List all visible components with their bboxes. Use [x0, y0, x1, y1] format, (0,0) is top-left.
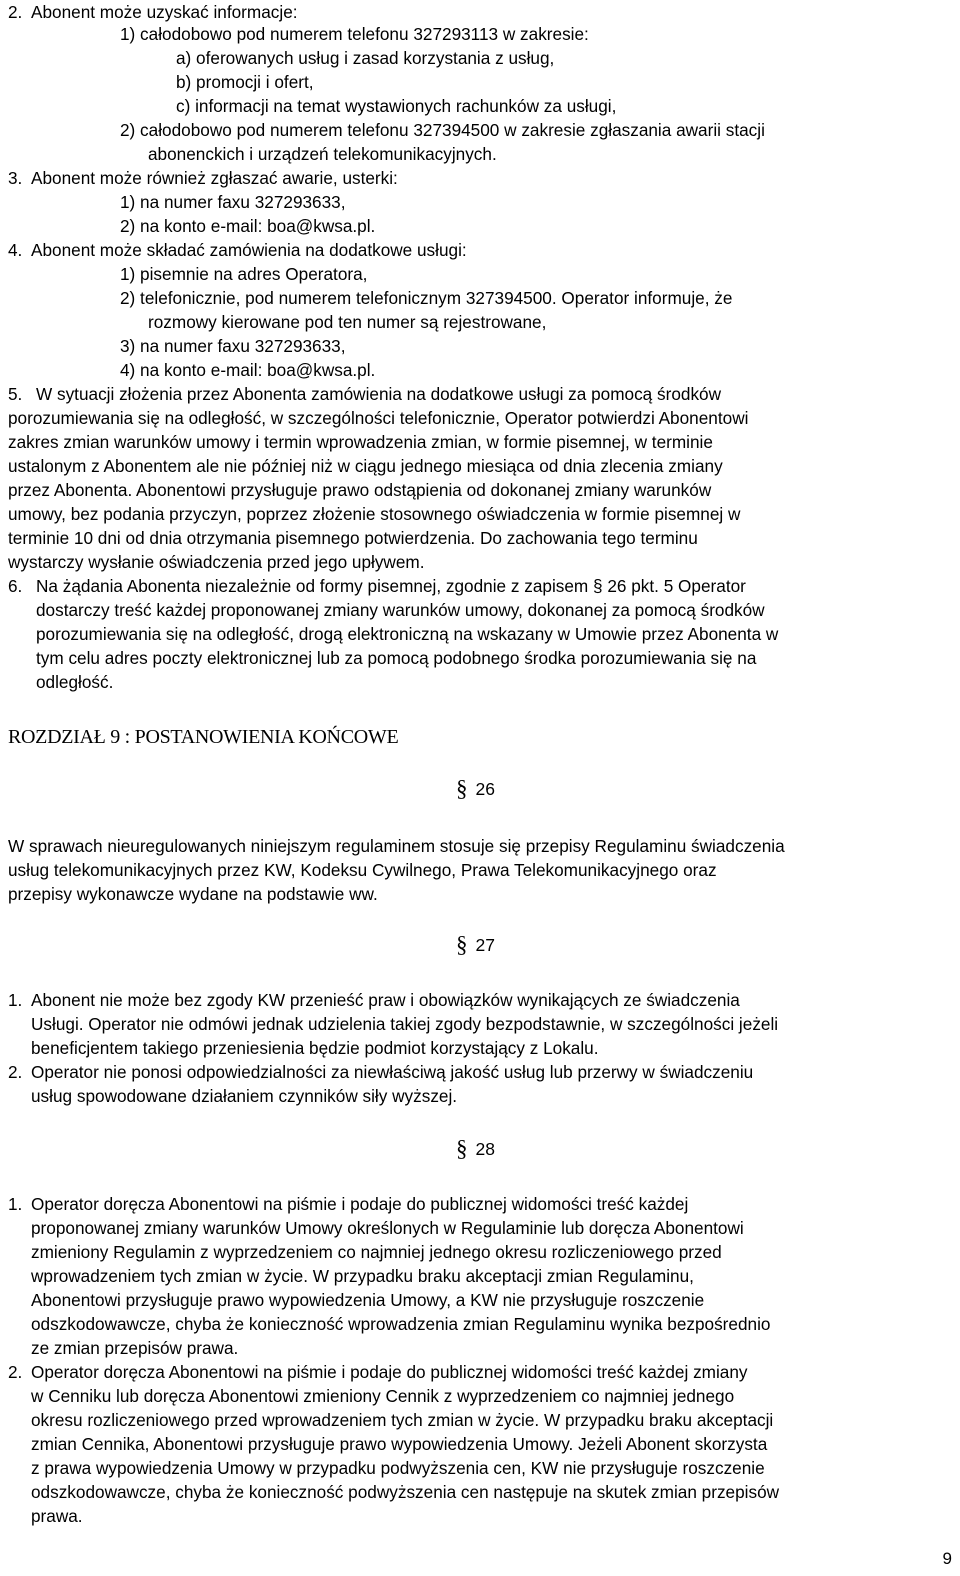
- list-item: 4) na konto e-mail: boa@kwsa.pl.: [120, 360, 376, 380]
- paragraph-line: W sprawach nieuregulowanych niniejszym regulaminem stosuje się przepisy Regulaminu świadczenia: [8, 836, 785, 856]
- list-subitem: c) informacji na temat wystawionych rachunków za usługi,: [176, 96, 617, 116]
- list-subitem: b) promocji i ofert,: [176, 72, 314, 92]
- paragraph-line: dostarczy treść każdej proponowanej zmiany warunków umowy, dokonanej za pomocą środków: [36, 600, 765, 620]
- paragraph-line: odszkodowawcze, chyba że konieczność wprowadzenia zmian Regulaminu wynika bezpośrednio: [31, 1314, 771, 1334]
- paragraph-line: terminie 10 dni od dnia otrzymania pisemnego potwierdzenia. Do zachowania tego terminu: [8, 528, 698, 548]
- item-number: 5.: [8, 384, 23, 404]
- list-item: 1) pisemnie na adres Operatora,: [120, 264, 368, 284]
- section-sign-icon: §: [456, 1136, 468, 1161]
- paragraph-line: tym celu adres poczty elektronicznej lub za pomocą podobnego środka porozumiewania się na: [36, 648, 757, 668]
- paragraph-line: odszkodowawcze, chyba że konieczność podwyższenia cen następuje na skutek zmian przepisów: [31, 1482, 780, 1502]
- paragraph-line: W sytuacji złożenia przez Abonenta zamówienia na dodatkowe usługi za pomocą środków: [36, 384, 722, 404]
- section-sign-icon: §: [456, 776, 468, 801]
- paragraph-line: okresu rozliczeniowego przed wprowadzeniem tych zmian w życie. W przypadku braku akceptacji: [31, 1410, 774, 1430]
- paragraph-line: ustalonym z Abonentem ale nie później niż w ciągu jednego miesiąca od dnia zlecenia zmiany: [8, 456, 723, 476]
- paragraph-line: wprowadzeniem tych zmian w życie. W przypadku braku akceptacji zmian Regulaminu,: [31, 1266, 694, 1286]
- item-number: 3.: [8, 168, 23, 188]
- item-number: 2.: [8, 1362, 23, 1382]
- chapter-heading: ROZDZIAŁ 9 : POSTANOWIENIA KOŃCOWE: [8, 726, 399, 748]
- list-subitem: a) oferowanych usług i zasad korzystania z usług,: [176, 48, 555, 68]
- paragraph-line: ze zmian przepisów prawa.: [31, 1338, 239, 1358]
- list-item: 1) na numer faxu 327293633,: [120, 192, 346, 212]
- paragraph-27-heading: [456, 932, 495, 958]
- paragraph-line: Abonentowi przysługuje prawo wypowiedzenia Umowy, a KW nie przysługuje roszczenie: [31, 1290, 705, 1310]
- item-number: 4.: [8, 240, 23, 260]
- paragraph-line: wystarczy wysłanie oświadczenia przed jego upływem.: [8, 552, 425, 572]
- paragraph-line: umowy, bez podania przyczyn, poprzez złożenie stosownego oświadczenia w formie pisemnej w: [8, 504, 741, 524]
- paragraph-line: Na żądania Abonenta niezależnie od formy pisemnej, zgodnie z zapisem § 26 pkt. 5 Operator: [36, 576, 746, 596]
- paragraph-line: w Cenniku lub doręcza Abonentowi zmieniony Cennik z wyprzedzeniem co najmniej jednego: [31, 1386, 735, 1406]
- paragraph-line: Operator nie ponosi odpowiedzialności za niewłaściwą jakość usług lub przerwy w świadczeniu: [31, 1062, 754, 1082]
- paragraph-line: odległość.: [36, 672, 114, 692]
- paragraph-number: 26: [475, 779, 495, 799]
- paragraph-number: 27: [475, 935, 495, 955]
- list-item: 2) całodobowo pod numerem telefonu 327394500 w zakresie zgłaszania awarii stacji: [120, 120, 765, 140]
- paragraph-line: beneficjentem takiego przeniesienia będzie podmiot korzystający z Lokalu.: [31, 1038, 599, 1058]
- list-item: 2) na konto e-mail: boa@kwsa.pl.: [120, 216, 376, 236]
- list-item-continued: abonenckich i urządzeń telekomunikacyjnych.: [148, 144, 497, 164]
- paragraph-line: Usługi. Operator nie odmówi jednak udzielenia takiej zgody bezpodstawnie, w szczególności jeżeli: [31, 1014, 779, 1034]
- paragraph-number: 28: [475, 1139, 495, 1159]
- paragraph-line: proponowanej zmiany warunków Umowy określonych w Regulaminie lub doręcza Abonentowi: [31, 1218, 744, 1238]
- section-sign-icon: §: [456, 932, 468, 957]
- paragraph-line: przez Abonenta. Abonentowi przysługuje prawo odstąpienia od dokonanej zmiany warunków: [8, 480, 712, 500]
- paragraph-line: Operator doręcza Abonentowi na piśmie i podaje do publicznej widomości treść każdej zmiany: [31, 1362, 748, 1382]
- paragraph-line: Abonent nie może bez zgody KW przenieść praw i obowiązków wynikających ze świadczenia: [31, 990, 740, 1010]
- section-intro: Abonent może składać zamówienia na dodatkowe usługi:: [31, 240, 467, 260]
- item-number: 1.: [8, 1194, 23, 1214]
- page-number: 9: [942, 1549, 952, 1568]
- paragraph-line: Operator doręcza Abonentowi na piśmie i podaje do publicznej widomości treść każdej: [31, 1194, 689, 1214]
- paragraph-26-heading: [456, 776, 495, 802]
- paragraph-line: porozumiewania się na odległość, drogą elektroniczną na wskazany w Umowie przez Abonenta w: [36, 624, 779, 644]
- paragraph-line: usług telekomunikacyjnych przez KW, Kodeksu Cywilnego, Prawa Telekomunikacyjnego oraz: [8, 860, 717, 880]
- paragraph-line: zakres zmian warunków umowy i termin wprowadzenia zmian, w formie pisemnej, w terminie: [8, 432, 713, 452]
- paragraph-line: zmieniony Regulamin z wyprzedzeniem co najmniej jednego okresu rozliczeniowego przed: [31, 1242, 722, 1262]
- item-number: 2.: [8, 2, 23, 22]
- item-number: 1.: [8, 990, 23, 1010]
- paragraph-line: porozumiewania się na odległość, w szczególności telefonicznie, Operator potwierdzi Abonentowi: [8, 408, 749, 428]
- paragraph-line: usług spowodowane działaniem czynników siły wyższej.: [31, 1086, 458, 1106]
- list-item: 1) całodobowo pod numerem telefonu 327293113 w zakresie:: [120, 24, 589, 44]
- list-item: 2) telefonicznie, pod numerem telefonicznym 327394500. Operator informuje, że: [120, 288, 733, 308]
- paragraph-line: przepisy wykonawcze wydane na podstawie ww.: [8, 884, 378, 904]
- paragraph-28-heading: [456, 1136, 495, 1162]
- list-item-continued: rozmowy kierowane pod ten numer są rejestrowane,: [148, 312, 547, 332]
- paragraph-line: z prawa wypowiedzenia Umowy w przypadku podwyższenia cen, KW nie przysługuje roszczenie: [31, 1458, 765, 1478]
- paragraph-line: zmian Cennika, Abonentowi przysługuje prawo wypowiedzenia Umowy. Jeżeli Abonent skorzysta: [31, 1434, 768, 1454]
- paragraph-line: prawa.: [31, 1506, 83, 1526]
- item-number: 6.: [8, 576, 23, 596]
- list-item: 3) na numer faxu 327293633,: [120, 336, 346, 356]
- section-intro: Abonent może również zgłaszać awarie, usterki:: [31, 168, 398, 188]
- section-intro: Abonent może uzyskać informacje:: [31, 2, 298, 22]
- item-number: 2.: [8, 1062, 23, 1082]
